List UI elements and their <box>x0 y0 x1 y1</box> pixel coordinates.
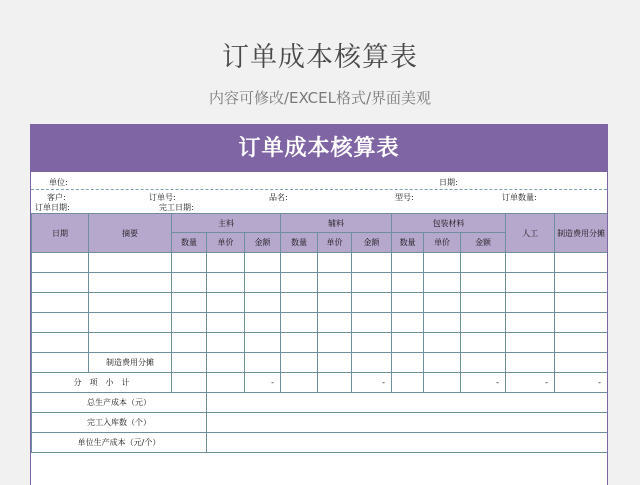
header-labor: 人工 <box>506 214 555 253</box>
header-date: 日期 <box>32 214 89 253</box>
overhead-row <box>32 353 608 373</box>
header-unit-price: 单价 <box>207 233 245 253</box>
table-row <box>32 253 608 273</box>
overhead-row-label: 制造费用分摊 <box>89 353 172 373</box>
total-cost-value[interactable] <box>207 393 608 413</box>
cost-table <box>31 213 608 453</box>
header-amount: 金额 <box>245 233 281 253</box>
header-packaging: 包装材料 <box>392 214 506 233</box>
subtotal-main-amount: - <box>245 373 281 393</box>
header-qty: 数量 <box>172 233 207 253</box>
unit-cost-label: 单位生产成本（元/个） <box>32 433 207 453</box>
page-title: 订单成本核算表 <box>222 42 418 73</box>
header-summary: 摘要 <box>89 214 172 253</box>
info-divider <box>31 189 607 190</box>
subtotal-overhead: - <box>555 373 608 393</box>
header-unit-price: 单价 <box>318 233 352 253</box>
unit-cost-row <box>32 433 608 453</box>
order-qty-label: 订单数量: <box>502 193 537 202</box>
total-cost-label: 总生产成本（元） <box>32 393 207 413</box>
subtotal-labor: - <box>506 373 555 393</box>
subtotal-label: 分 项 小 计 <box>32 373 172 393</box>
header-amount: 金额 <box>352 233 392 253</box>
unit-cost-value[interactable] <box>207 433 608 453</box>
table-row <box>32 273 608 293</box>
table-row <box>32 293 608 313</box>
header-amount: 金额 <box>461 233 506 253</box>
subtotal-aux-amount: - <box>352 373 392 393</box>
header-mfg-overhead: 制造费用分摊 <box>555 214 608 253</box>
completed-qty-value[interactable] <box>207 413 608 433</box>
product-label: 品名: <box>269 193 288 202</box>
order-date-label: 订单日期: <box>35 203 70 212</box>
page-subtitle: 内容可修改/EXCEL格式/界面美观 <box>208 89 432 107</box>
subtotal-row <box>32 373 608 393</box>
table-row <box>32 313 608 333</box>
customer-label: 客户: <box>47 193 66 202</box>
subtotal-packaging-amount: - <box>461 373 506 393</box>
order-no-label: 订单号: <box>149 193 176 202</box>
table-row <box>32 333 608 353</box>
header-qty: 数量 <box>392 233 424 253</box>
header-main-material: 主料 <box>172 214 281 233</box>
complete-date-label: 完工日期: <box>159 203 194 212</box>
header-aux-material: 辅料 <box>281 214 392 233</box>
completed-qty-row <box>32 413 608 433</box>
cost-sheet <box>30 124 608 485</box>
completed-qty-label: 完工入库数（个） <box>32 413 207 433</box>
model-label: 型号: <box>395 193 414 202</box>
header-qty: 数量 <box>281 233 318 253</box>
unit-label: 单位: <box>49 178 68 187</box>
header-unit-price: 单价 <box>424 233 461 253</box>
total-cost-row <box>32 393 608 413</box>
date-label: 日期: <box>439 178 458 187</box>
sheet-banner: 订单成本核算表 <box>31 125 607 172</box>
